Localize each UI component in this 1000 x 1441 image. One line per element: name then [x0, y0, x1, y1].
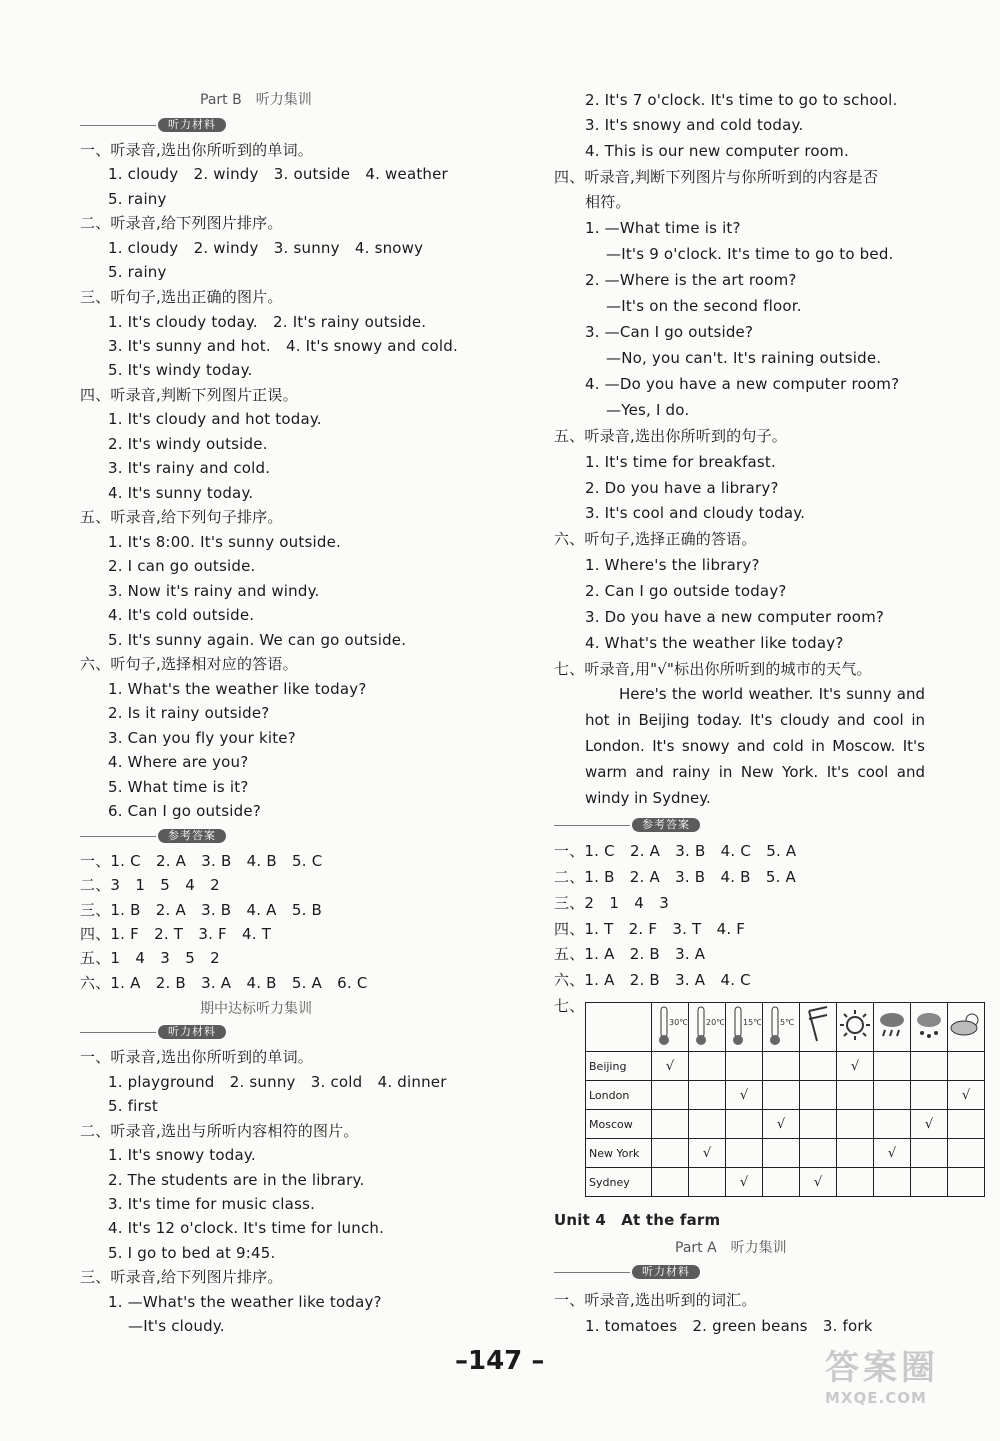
- question-heading: 七、听录音,用"√"标出你所听到的城市的天气。: [554, 660, 872, 678]
- banner-label: 参考答案: [158, 829, 226, 843]
- city-cell: New York: [586, 1139, 652, 1168]
- passage: Here's the world weather. It's sunny and hot in Beijing today. It's cloudy and cool in London. It's snowy and cold in Moscow. It's warm and rainy in New York. It's cool and windy in Sydney.: [585, 685, 925, 807]
- question-line: —It's cloudy.: [128, 1317, 225, 1335]
- question-line: 2. I can go outside.: [108, 557, 256, 575]
- question-line: 5. first: [108, 1097, 158, 1115]
- table-cell: √: [948, 1081, 985, 1110]
- question-heading: 六、听句子,选择正确的答语。: [554, 530, 757, 548]
- question-line: 2. It's 7 o'clock. It's time to go to school.: [585, 91, 898, 109]
- answer-line: 七、: [554, 997, 585, 1015]
- banner: [80, 828, 226, 844]
- question-heading: 四、听录音,判断下列图片正误。: [80, 386, 298, 404]
- question-line: 2. —Where is the art room?: [585, 271, 797, 289]
- answer-line: 三、1. B 2. A 3. B 4. A 5. B: [80, 901, 322, 919]
- table-cell: √: [652, 1052, 689, 1081]
- table-cell: [911, 1081, 948, 1110]
- question-line: 6. Can I go outside?: [108, 802, 261, 820]
- page-number: –147 –: [455, 1346, 545, 1376]
- answer-line: 四、1. F 2. T 3. F 4. T: [80, 925, 272, 943]
- answer-line: 一、1. C 2. A 3. B 4. B 5. C: [80, 852, 323, 870]
- banner-label: 参考答案: [632, 818, 700, 832]
- wind-icon: [800, 1003, 837, 1052]
- answer-line: 四、1. T 2. F 3. T 4. F: [554, 920, 746, 938]
- table-row: [586, 1139, 985, 1168]
- question-line: 3. It's rainy and cold.: [108, 459, 271, 477]
- banner: [554, 1264, 700, 1280]
- weather-table: [585, 1002, 985, 1197]
- question-line: —Yes, I do.: [606, 401, 690, 419]
- table-cell: [800, 1139, 837, 1168]
- table-cell: [763, 1139, 800, 1168]
- table-cell: √: [726, 1168, 763, 1197]
- question-line: 5. rainy: [108, 263, 167, 281]
- question-line: 2. It's windy outside.: [108, 435, 268, 453]
- question-line: 4. What's the weather like today?: [585, 634, 844, 652]
- table-cell: [948, 1168, 985, 1197]
- watermark-url: MXQE.COM: [825, 1389, 927, 1407]
- question-line: 3. —Can I go outside?: [585, 323, 754, 341]
- table-cell: [837, 1110, 874, 1139]
- city-cell: Moscow: [586, 1110, 652, 1139]
- question-heading: 一、听录音,选出你所听到的单词。: [80, 141, 313, 159]
- table-cell: [837, 1139, 874, 1168]
- question-line: 4. It's cold outside.: [108, 606, 255, 624]
- table-cell: [726, 1052, 763, 1081]
- table-row: [586, 1052, 985, 1081]
- question-heading: 一、听录音,选出听到的词汇。: [554, 1291, 757, 1309]
- question-line: 1. What's the weather like today?: [108, 680, 367, 698]
- question-line: 2. The students are in the library.: [108, 1171, 365, 1189]
- thermometer-icon: [726, 1003, 763, 1052]
- table-cell: [911, 1052, 948, 1081]
- table-cell: [948, 1139, 985, 1168]
- section-title: Part A 听力集训: [675, 1240, 787, 1256]
- table-cell: [652, 1168, 689, 1197]
- watermark-logo: 答案圈: [825, 1348, 939, 1388]
- question-line: 2. Is it rainy outside?: [108, 704, 270, 722]
- question-heading: 二、听录音,选出与所听内容相符的图片。: [80, 1122, 359, 1140]
- answer-line: 五、1. A 2. B 3. A: [554, 945, 706, 963]
- question-line: 5. It's sunny again. We can go outside.: [108, 631, 407, 649]
- question-line: 4. It's sunny today.: [108, 484, 254, 502]
- table-cell: [689, 1052, 726, 1081]
- table-row: [586, 1081, 985, 1110]
- section-title: Part B 听力集训: [200, 92, 312, 108]
- table-cell: [726, 1110, 763, 1139]
- table-cell: [837, 1081, 874, 1110]
- question-line: 3. It's time for music class.: [108, 1195, 316, 1213]
- table-row: [586, 1110, 985, 1139]
- thermometer-icon: [652, 1003, 689, 1052]
- table-cell: [874, 1110, 911, 1139]
- table-cell: [689, 1168, 726, 1197]
- question-heading: 相符。: [585, 193, 631, 211]
- question-line: 5. I go to bed at 9:45.: [108, 1244, 276, 1262]
- table-corner: [586, 1003, 652, 1052]
- question-line: 1. —What time is it?: [585, 219, 741, 237]
- temp-label: 15℃: [743, 1018, 761, 1027]
- question-line: —It's 9 o'clock. It's time to go to bed.: [606, 245, 894, 263]
- answer-line: 三、2 1 4 3: [554, 894, 669, 912]
- table-cell: [948, 1110, 985, 1139]
- table-cell: √: [874, 1139, 911, 1168]
- sun-icon: [837, 1003, 874, 1052]
- question-line: 1. It's cloudy today. 2. It's rainy outside.: [108, 313, 427, 331]
- table-cell: [800, 1081, 837, 1110]
- question-line: 1. playground 2. sunny 3. cold 4. dinner: [108, 1073, 447, 1091]
- table-cell: √: [726, 1081, 763, 1110]
- table-cell: [911, 1139, 948, 1168]
- answer-line: 二、1. B 2. A 3. B 4. B 5. A: [554, 868, 796, 886]
- temp-label: 20℃: [706, 1018, 724, 1027]
- table-cell: [800, 1052, 837, 1081]
- table-cell: [689, 1110, 726, 1139]
- question-heading: 五、听录音,选出你所听到的句子。: [554, 427, 787, 445]
- unit-title: Unit 4 At the farm: [554, 1211, 721, 1229]
- table-cell: √: [800, 1168, 837, 1197]
- question-line: 3. It's snowy and cold today.: [585, 116, 804, 134]
- banner-label: 听力材料: [158, 118, 226, 132]
- cloud-icon: [948, 1003, 985, 1052]
- thermometer-icon: [763, 1003, 800, 1052]
- question-line: 1. cloudy 2. windy 3. sunny 4. snowy: [108, 239, 424, 257]
- table-row: [586, 1168, 985, 1197]
- table-cell: [689, 1081, 726, 1110]
- question-line: 3. Now it's rainy and windy.: [108, 582, 320, 600]
- question-line: 5. It's windy today.: [108, 361, 253, 379]
- question-line: 3. Can you fly your kite?: [108, 729, 296, 747]
- answer-line: 二、3 1 5 4 2: [80, 876, 220, 894]
- city-cell: London: [586, 1081, 652, 1110]
- table-cell: [652, 1081, 689, 1110]
- banner: [80, 1024, 226, 1040]
- banner: [80, 117, 226, 133]
- question-line: 1. —What's the weather like today?: [108, 1293, 382, 1311]
- question-line: 5. rainy: [108, 190, 167, 208]
- banner-label: 听力材料: [158, 1025, 226, 1039]
- table-cell: √: [689, 1139, 726, 1168]
- question-line: 1. tomatoes 2. green beans 3. fork: [585, 1317, 873, 1335]
- table-cell: [948, 1052, 985, 1081]
- table-cell: [874, 1168, 911, 1197]
- table-cell: [911, 1168, 948, 1197]
- answer-line: 一、1. C 2. A 3. B 4. C 5. A: [554, 842, 797, 860]
- question-line: 4. Where are you?: [108, 753, 249, 771]
- temp-label: 5℃: [780, 1018, 795, 1027]
- table-cell: [837, 1168, 874, 1197]
- rain-icon: [874, 1003, 911, 1052]
- city-cell: Sydney: [586, 1168, 652, 1197]
- question-heading: 六、听句子,选择相对应的答语。: [80, 655, 298, 673]
- question-heading: 三、听句子,选出正确的图片。: [80, 288, 283, 306]
- watermark: [825, 1340, 995, 1435]
- question-line: —It's on the second floor.: [606, 297, 802, 315]
- question-heading: 五、听录音,给下列句子排序。: [80, 508, 283, 526]
- table-cell: [652, 1139, 689, 1168]
- table-cell: [726, 1139, 763, 1168]
- table-cell: [652, 1110, 689, 1139]
- table-cell: [763, 1168, 800, 1197]
- question-line: 4. This is our new computer room.: [585, 142, 849, 160]
- section-title: 期中达标听力集训: [200, 1001, 312, 1017]
- table-cell: √: [763, 1110, 800, 1139]
- snow-icon: [911, 1003, 948, 1052]
- thermometer-icon: [689, 1003, 726, 1052]
- question-line: 1. Where's the library?: [585, 556, 760, 574]
- question-line: 4. It's 12 o'clock. It's time for lunch.: [108, 1219, 385, 1237]
- table-cell: [800, 1110, 837, 1139]
- question-heading: 一、听录音,选出你所听到的单词。: [80, 1048, 313, 1066]
- question-line: 2. Can I go outside today?: [585, 582, 787, 600]
- table-cell: [763, 1052, 800, 1081]
- question-line: 1. It's cloudy and hot today.: [108, 410, 322, 428]
- question-line: 1. It's 8:00. It's sunny outside.: [108, 533, 341, 551]
- table-cell: √: [837, 1052, 874, 1081]
- table-cell: [874, 1052, 911, 1081]
- question-heading: 三、听录音,给下列图片排序。: [80, 1268, 283, 1286]
- question-line: 4. —Do you have a new computer room?: [585, 375, 900, 393]
- banner: [554, 817, 700, 833]
- question-line: 1. It's snowy today.: [108, 1146, 256, 1164]
- city-cell: Beijing: [586, 1052, 652, 1081]
- answer-line: 六、1. A 2. B 3. A 4. C: [554, 971, 751, 989]
- table-cell: [874, 1081, 911, 1110]
- question-line: 3. Do you have a new computer room?: [585, 608, 885, 626]
- question-line: 1. It's time for breakfast.: [585, 453, 776, 471]
- question-line: 1. cloudy 2. windy 3. outside 4. weather: [108, 165, 448, 183]
- temp-label: 30℃: [669, 1018, 687, 1027]
- table-cell: √: [911, 1110, 948, 1139]
- question-line: 3. It's cool and cloudy today.: [585, 504, 806, 522]
- question-heading: 二、听录音,给下列图片排序。: [80, 214, 283, 232]
- banner-label: 听力材料: [632, 1265, 700, 1279]
- answer-line: 六、1. A 2. B 3. A 4. B 5. A 6. C: [80, 974, 368, 992]
- question-line: 2. Do you have a library?: [585, 479, 779, 497]
- table-cell: [763, 1081, 800, 1110]
- question-heading: 四、听录音,判断下列图片与你所听到的内容是否: [554, 168, 879, 186]
- question-line: 5. What time is it?: [108, 778, 249, 796]
- question-line: 3. It's sunny and hot. 4. It's snowy and cold.: [108, 337, 458, 355]
- question-line: —No, you can't. It's raining outside.: [606, 349, 882, 367]
- answer-line: 五、1 4 3 5 2: [80, 949, 220, 967]
